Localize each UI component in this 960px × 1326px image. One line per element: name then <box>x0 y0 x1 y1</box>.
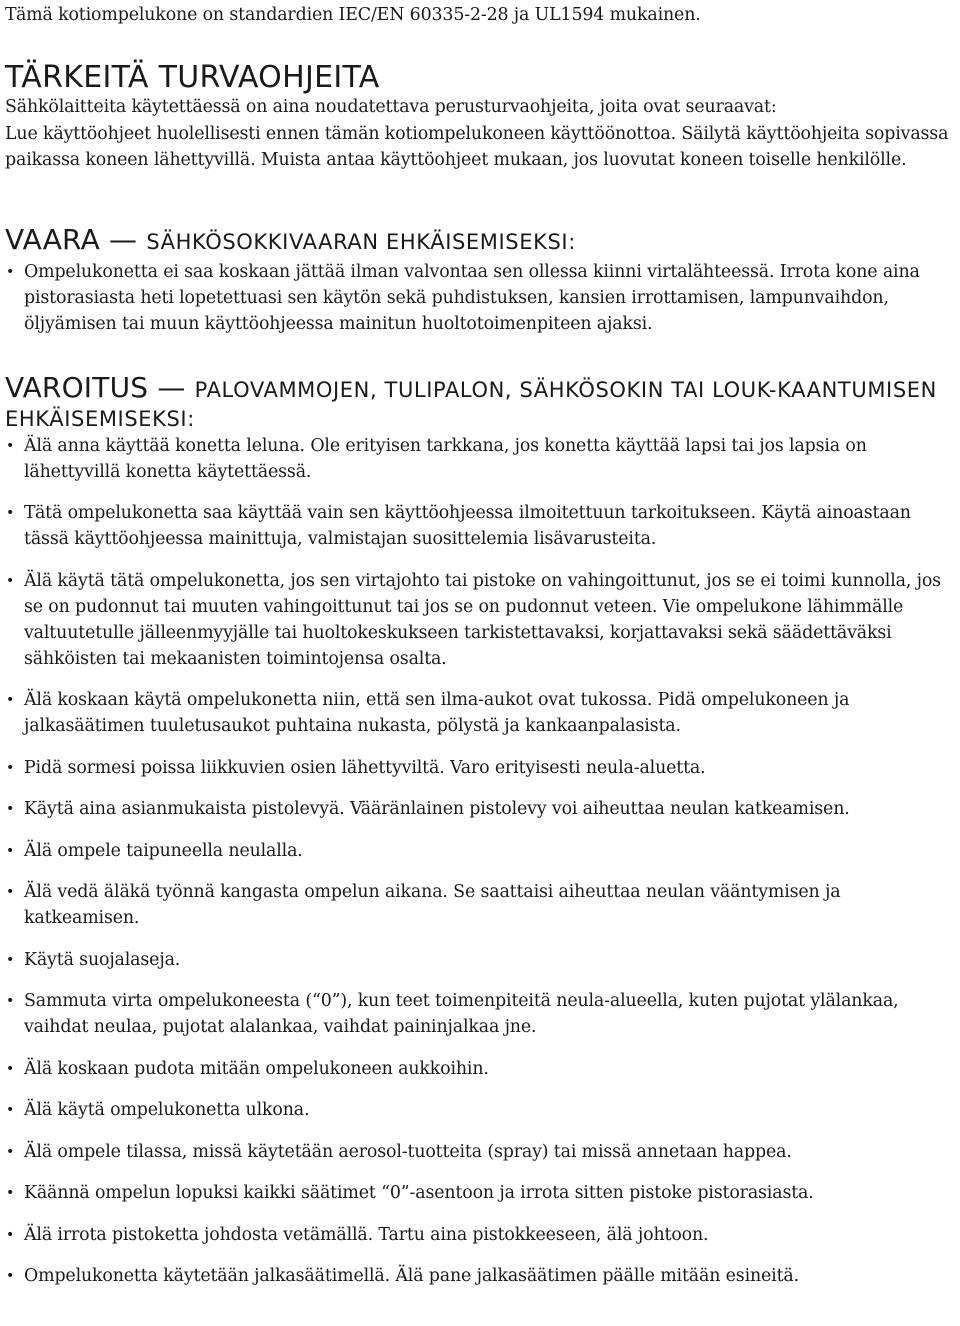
danger-heading-label: VAARA — <box>5 222 147 256</box>
bullet-icon: • <box>6 263 15 280</box>
bullet-icon: • <box>6 1143 15 1160</box>
safety-intro-line: Sähkölaitteita käytettäessä on aina noudatettava perusturvaohjeita, joita ovat seuraavat: <box>5 97 777 117</box>
standards-compliance-note: Tämä kotiompelukone on standardien IEC/EN 60335-2-28 ja UL1594 mukainen. <box>5 5 701 25</box>
bullet-icon: • <box>6 1102 15 1118</box>
list-item: • Älä ompele tilassa, missä käytetään aerosol-tuotteita (spray) tai missä annetaan happea. <box>5 1139 957 1165</box>
bullet-icon: • <box>6 437 15 454</box>
list-item: • Älä vedä äläkä työnnä kangasta ompelun aikana. Se saattaisi aiheuttaa neulan vääntymisen ja katkeamisen. <box>5 879 957 931</box>
list-item: • Tätä ompelukonetta saa käyttää vain sen käyttöohjeessa ilmoitettuun tarkoitukseen. Käytä ainoastaan tässä käyttöohjeessa mainittuja, valmistajan suosittelemia lisävarusteita. <box>5 500 957 552</box>
list-item: • Käytä aina asianmukaista pistolevyä. Vääränlainen pistolevy voi aiheuttaa neulan katkeamisen. <box>5 796 957 822</box>
warning-list <box>5 433 957 1290</box>
bullet-icon: • <box>6 1226 15 1243</box>
bullet-icon: • <box>6 1268 15 1284</box>
danger-heading-subtitle: SÄHKÖSOKKIVAARAN EHKÄISEMISEKSI: <box>146 229 576 254</box>
list-item: • Käytä suojalaseja. <box>5 947 957 973</box>
bullet-icon: • <box>6 572 15 589</box>
bullet-icon: • <box>6 951 15 968</box>
list-item: • Sammuta virta ompelukoneesta (“0”), kun teet toimenpiteitä neula-alueella, kuten pujotat ylälankaa, vaihdat neulaa, pujotat alalankaa, vaihdat paininjalkaa jne. <box>5 988 957 1040</box>
bullet-icon: • <box>6 1060 15 1077</box>
danger-list <box>5 259 957 337</box>
list-item: • Käännä ompelun lopuksi kaikki säätimet “0”-asentoon ja irrota sitten pistoke pistorasiasta. <box>5 1180 957 1206</box>
danger-heading <box>5 223 957 259</box>
list-item: • Ompelukonetta käytetään jalkasäätimellä. Älä pane jalkasäätimen päälle mitään esineitä. <box>5 1263 957 1289</box>
safety-intro-paragraph: Lue käyttöohjeet huolellisesti ennen tämän kotiompelukoneen käyttöönottoa. Säilytä käyttöohjeita sopivassa paikassa koneen lähettyvillä. Muista antaa käyttöohjeet mukaan, jos luovutat koneen toiselle henkilölle. <box>5 123 949 170</box>
bullet-icon: • <box>6 993 15 1009</box>
warning-heading-label: VAROITUS — <box>5 370 195 404</box>
bullet-icon: • <box>6 1185 15 1201</box>
bullet-icon: • <box>6 759 15 776</box>
list-item: • Älä ompele taipuneella neulalla. <box>5 838 957 864</box>
list-item: • Älä irrota pistoketta johdosta vetämällä. Tartu aina pistokkeeseen, älä johtoon. <box>5 1222 957 1248</box>
list-item: • Ompelukonetta ei saa koskaan jättää ilman valvontaa sen ollessa kiinni virtalähteessä. Irrota kone aina pistorasiasta heti lopetettuasi sen käytön sekä puhdistuksen, kansien irrottamisen, lampunvaihdon, öljyämisen tai muun käyttöohjeessa mainitun huoltotoimenpiteen ajaksi. <box>5 259 957 337</box>
warning-heading-subtitle: PALOVAMMOJEN, TULIPALON, SÄHKÖSOKIN TAI LOUK-KAANTUMISEN EHKÄISEMISEKSI: <box>5 377 937 431</box>
list-item: • Älä koskaan pudota mitään ompelukoneen aukkoihin. <box>5 1056 957 1082</box>
bullet-icon: • <box>6 884 15 900</box>
list-item: • Älä käytä tätä ompelukonetta, jos sen virtajohto tai pistoke on vahingoittunut, jos se ei toimi kunnolla, jos se on pudonnut tai muuten vahingoittunut tai jos se on pudonnut veteen. Vie ompelukone lähimmälle valtuutetulle jälleenmyyjälle tai huoltokeskukseen tarkistettavaksi, korjattavaksi sekä säädettäväksi sähköisten tai mekaanisten toimintojensa osalta. <box>5 568 957 672</box>
list-item: • Älä koskaan käytä ompelukonetta niin, että sen ilma-aukot ovat tukossa. Pidä ompelukoneen ja jalkasäätimen tuuletusaukot puhtaina nukasta, pölystä ja kankaanpalasista. <box>5 687 957 739</box>
document-page <box>5 0 957 1305</box>
safety-instructions-title: TÄRKEITÄ TURVAOHJEITA <box>5 60 380 95</box>
list-item: • Pidä sormesi poissa liikkuvien osien lähettyviltä. Varo erityisesti neula-aluetta. <box>5 755 957 781</box>
list-item: • Älä käytä ompelukonetta ulkona. <box>5 1097 957 1123</box>
bullet-icon: • <box>6 801 15 817</box>
bullet-icon: • <box>6 505 15 521</box>
bullet-icon: • <box>6 842 15 859</box>
warning-heading <box>5 370 957 433</box>
list-item: • Älä anna käyttää konetta leluna. Ole erityisen tarkkana, jos konetta käyttää lapsi tai jos lapsia on lähettyvillä konetta käytettäessä. <box>5 433 957 485</box>
bullet-icon: • <box>6 692 15 708</box>
